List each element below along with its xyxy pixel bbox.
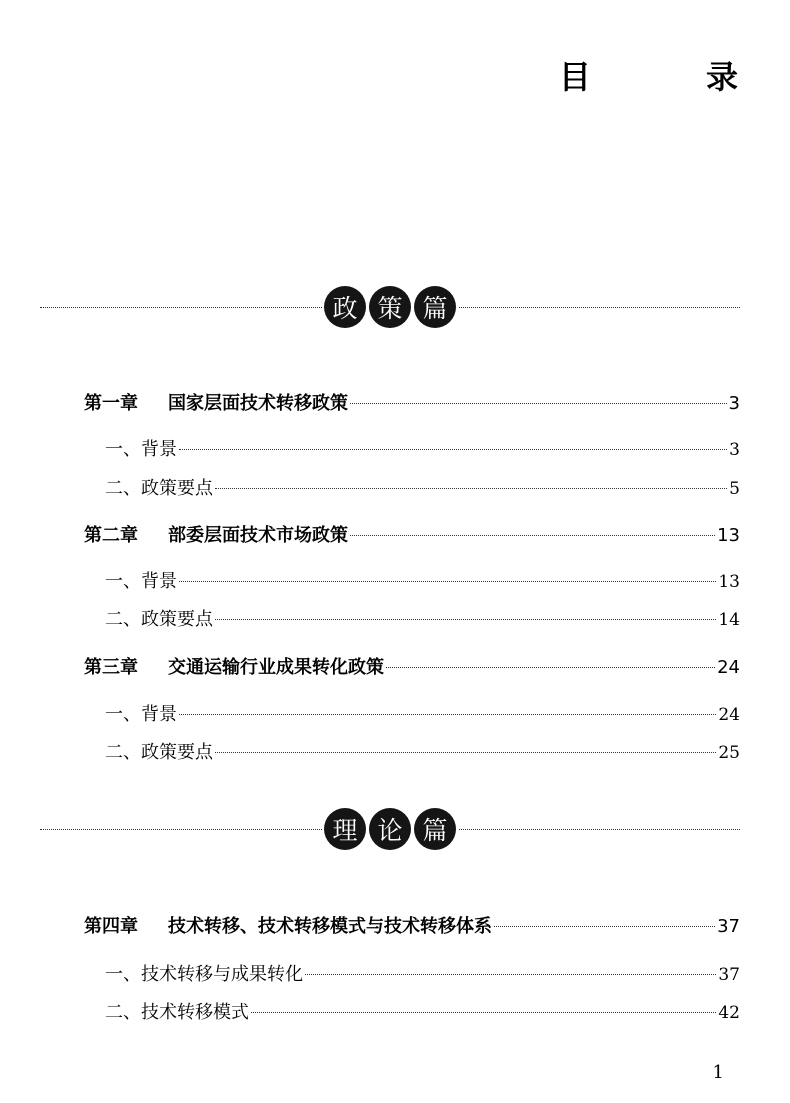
page-ref: 3 xyxy=(729,440,740,460)
page-ref: 25 xyxy=(718,743,740,763)
toc-item-entry[interactable] xyxy=(0,567,740,593)
dot-leader xyxy=(494,926,715,927)
toc-item-entry[interactable] xyxy=(0,998,740,1024)
page-title: 目 录 xyxy=(558,58,790,96)
section-badge: 政 xyxy=(324,286,366,328)
page-ref: 13 xyxy=(718,572,740,592)
page-ref: 42 xyxy=(718,1003,740,1023)
page-ref: 3 xyxy=(728,393,740,414)
dot-leader xyxy=(215,752,716,753)
item-title: 一、背景 xyxy=(105,571,177,592)
item-title: 一、技术转移与成果转化 xyxy=(105,964,303,985)
page-ref: 13 xyxy=(717,525,740,546)
chapter-title: 技术转移、技术转移模式与技术转移体系 xyxy=(168,916,492,937)
dot-leader xyxy=(215,619,716,620)
section-divider-theory xyxy=(40,808,740,852)
page-ref: 5 xyxy=(729,479,740,499)
toc-item-entry[interactable] xyxy=(0,474,740,500)
dot-leader xyxy=(350,535,715,536)
dot-leader xyxy=(386,667,715,668)
toc-chapter-entry[interactable] xyxy=(0,389,740,415)
chapter-number: 第二章 xyxy=(84,525,138,546)
page-ref: 37 xyxy=(718,965,740,985)
chapter-number: 第三章 xyxy=(84,657,138,678)
toc-item-entry[interactable] xyxy=(0,700,740,726)
dot-leader xyxy=(251,1012,716,1013)
page-ref: 24 xyxy=(718,705,740,725)
section-badge: 篇 xyxy=(414,286,456,328)
dot-leader xyxy=(179,714,716,715)
chapter-number: 第四章 xyxy=(84,916,138,937)
item-title: 二、政策要点 xyxy=(105,609,213,630)
toc-item-entry[interactable] xyxy=(0,960,740,986)
chapter-number: 第一章 xyxy=(84,393,138,414)
toc-chapter-entry[interactable] xyxy=(0,521,740,547)
item-title: 一、背景 xyxy=(105,704,177,725)
chapter-title: 部委层面技术市场政策 xyxy=(168,525,348,546)
section-badge: 理 xyxy=(324,808,366,850)
section-badge: 论 xyxy=(369,808,411,850)
chapter-title: 国家层面技术转移政策 xyxy=(168,393,348,414)
page-ref: 37 xyxy=(717,916,740,937)
item-title: 二、技术转移模式 xyxy=(105,1002,249,1023)
dot-leader xyxy=(179,449,727,450)
section-badge: 篇 xyxy=(414,808,456,850)
item-title: 一、背景 xyxy=(105,439,177,460)
page-ref: 24 xyxy=(717,657,740,678)
toc-chapter-entry[interactable] xyxy=(0,653,740,679)
section-badge: 策 xyxy=(369,286,411,328)
page-ref: 14 xyxy=(718,610,740,630)
chapter-title: 交通运输行业成果转化政策 xyxy=(168,657,384,678)
toc-item-entry[interactable] xyxy=(0,605,740,631)
toc-chapter-entry[interactable] xyxy=(0,912,740,938)
toc-item-entry[interactable] xyxy=(0,435,740,461)
page-number: 1 xyxy=(712,1062,724,1083)
dot-leader xyxy=(305,974,716,975)
item-title: 二、政策要点 xyxy=(105,742,213,763)
dot-leader xyxy=(215,488,727,489)
item-title: 二、政策要点 xyxy=(105,478,213,499)
dot-leader xyxy=(179,581,716,582)
dot-leader xyxy=(350,403,727,404)
toc-item-entry[interactable] xyxy=(0,738,740,764)
section-divider-policy xyxy=(40,286,740,330)
